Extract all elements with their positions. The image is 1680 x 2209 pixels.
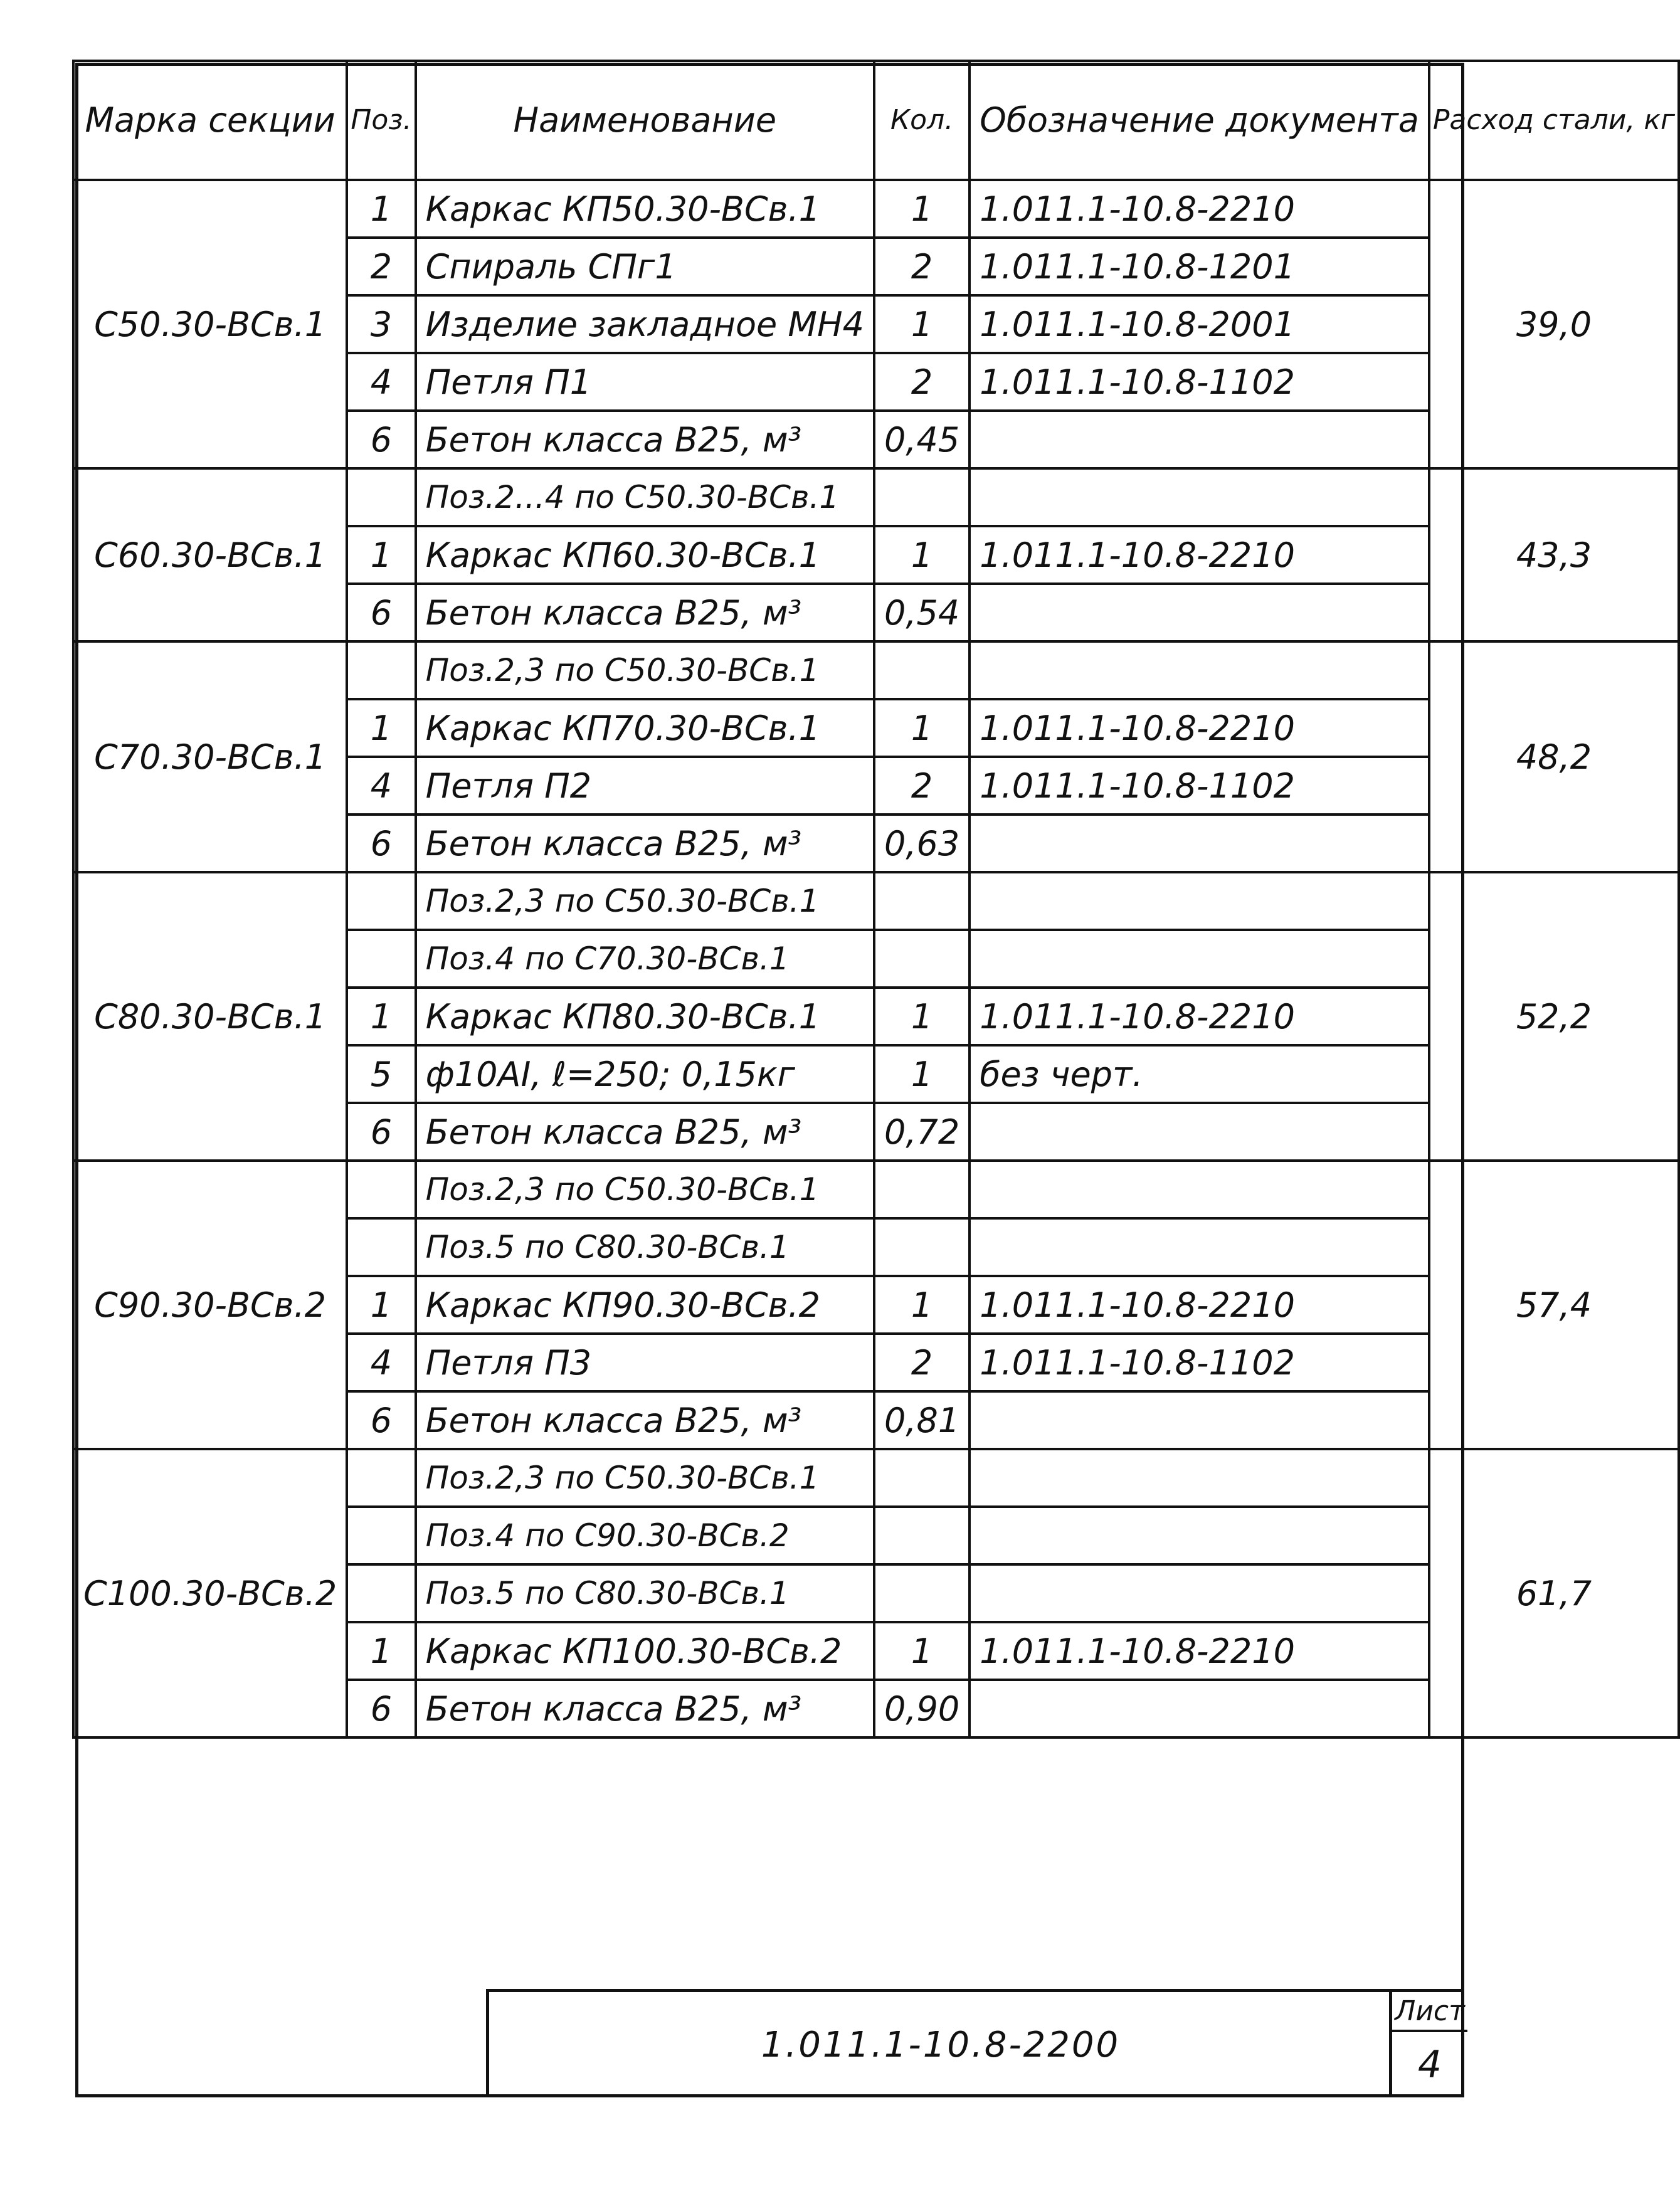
specification-table <box>72 60 1680 1739</box>
quantity-cell: 0,72 <box>874 1103 969 1161</box>
header-qty: Кол. <box>874 61 969 180</box>
section-mark: С70.30-ВСв.1 <box>73 641 347 872</box>
quantity-cell: 1 <box>874 295 969 353</box>
name-cell: Бетон класса В25, м³ <box>416 1391 874 1449</box>
quantity-cell: 1 <box>874 1622 969 1680</box>
name-cell: Каркас КП90.30-ВСв.2 <box>416 1276 874 1334</box>
quantity-cell: 1 <box>874 699 969 757</box>
document-cell: 1.011.1-10.8-1102 <box>969 1334 1429 1391</box>
document-cell: 1.011.1-10.8-2210 <box>969 699 1429 757</box>
quantity-cell: 0,63 <box>874 815 969 872</box>
section-mark: С90.30-ВСв.2 <box>73 1161 347 1449</box>
section-mark: С60.30-ВСв.1 <box>73 468 347 641</box>
name-cell: Поз.4 по С90.30-ВСв.2 <box>416 1507 874 1564</box>
position-cell: 1 <box>347 1276 415 1334</box>
name-cell: Спираль СПг1 <box>416 238 874 295</box>
position-cell: 6 <box>347 1680 415 1737</box>
table-row <box>73 468 1679 526</box>
position-cell <box>347 1507 415 1564</box>
header-doc: Обозначение документа <box>969 61 1429 180</box>
position-cell: 1 <box>347 988 415 1045</box>
header-steel: Расход стали, кг <box>1429 61 1679 180</box>
name-cell: Каркас КП70.30-ВСв.1 <box>416 699 874 757</box>
document-code: 1.011.1-10.8-2200 <box>761 2024 1121 2065</box>
position-cell: 6 <box>347 411 415 468</box>
sheet-box <box>1389 1992 1467 2097</box>
position-cell: 4 <box>347 757 415 815</box>
quantity-cell: 0,54 <box>874 584 969 641</box>
document-cell: 1.011.1-10.8-1102 <box>969 353 1429 411</box>
steel-consumption: 57,4 <box>1429 1161 1679 1449</box>
document-cell <box>969 1391 1429 1449</box>
document-cell <box>969 641 1429 699</box>
name-cell: Поз.2,3 по С50.30-ВСв.1 <box>416 1161 874 1218</box>
position-cell: 5 <box>347 1045 415 1103</box>
document-cell <box>969 1218 1429 1276</box>
title-block <box>486 1989 1464 2097</box>
name-cell: Петля П1 <box>416 353 874 411</box>
name-cell: Поз.2,3 по С50.30-ВСв.1 <box>416 1449 874 1507</box>
document-cell: 1.011.1-10.8-2001 <box>969 295 1429 353</box>
name-cell: Каркас КП80.30-ВСв.1 <box>416 988 874 1045</box>
quantity-cell: 1 <box>874 526 969 584</box>
sheet-number: 4 <box>1417 2043 1442 2087</box>
section-mark: С80.30-ВСв.1 <box>73 872 347 1161</box>
document-cell: 1.011.1-10.8-2210 <box>969 988 1429 1045</box>
name-cell: Каркас КП50.30-ВСв.1 <box>416 180 874 238</box>
name-cell: Петля П3 <box>416 1334 874 1391</box>
table-row <box>73 1161 1679 1218</box>
document-cell: 1.011.1-10.8-2210 <box>969 180 1429 238</box>
document-cell <box>969 1680 1429 1737</box>
name-cell: Поз.2,3 по С50.30-ВСв.1 <box>416 641 874 699</box>
quantity-cell: 0,45 <box>874 411 969 468</box>
quantity-cell: 2 <box>874 238 969 295</box>
quantity-cell: 1 <box>874 1276 969 1334</box>
quantity-cell <box>874 930 969 988</box>
name-cell: Бетон класса В25, м³ <box>416 815 874 872</box>
quantity-cell: 1 <box>874 988 969 1045</box>
position-cell: 4 <box>347 1334 415 1391</box>
document-cell <box>969 872 1429 930</box>
name-cell: Бетон класса В25, м³ <box>416 1103 874 1161</box>
quantity-cell <box>874 1449 969 1507</box>
name-cell: Каркас КП60.30-ВСв.1 <box>416 526 874 584</box>
section-mark: С100.30-ВСв.2 <box>73 1449 347 1737</box>
document-cell <box>969 411 1429 468</box>
position-cell: 3 <box>347 295 415 353</box>
header-pos: Поз. <box>347 61 415 180</box>
name-cell: Каркас КП100.30-ВСв.2 <box>416 1622 874 1680</box>
section-mark: С50.30-ВСв.1 <box>73 180 347 468</box>
position-cell: 1 <box>347 1622 415 1680</box>
steel-consumption: 52,2 <box>1429 872 1679 1161</box>
document-cell <box>969 930 1429 988</box>
quantity-cell: 2 <box>874 757 969 815</box>
table-body <box>73 180 1679 1737</box>
position-cell: 1 <box>347 699 415 757</box>
position-cell <box>347 641 415 699</box>
name-cell: Изделие закладное МН4 <box>416 295 874 353</box>
position-cell <box>347 1564 415 1622</box>
name-cell: Бетон класса В25, м³ <box>416 584 874 641</box>
document-cell <box>969 1449 1429 1507</box>
position-cell: 6 <box>347 1103 415 1161</box>
document-cell <box>969 584 1429 641</box>
name-cell: Поз.5 по С80.30-ВСв.1 <box>416 1218 874 1276</box>
name-cell: Поз.2...4 по С50.30-ВСв.1 <box>416 468 874 526</box>
position-cell <box>347 1218 415 1276</box>
steel-consumption: 61,7 <box>1429 1449 1679 1737</box>
table-row <box>73 872 1679 930</box>
table-row <box>73 641 1679 699</box>
quantity-cell <box>874 468 969 526</box>
position-cell: 1 <box>347 180 415 238</box>
name-cell: Петля П2 <box>416 757 874 815</box>
steel-consumption: 48,2 <box>1429 641 1679 872</box>
position-cell <box>347 468 415 526</box>
position-cell <box>347 930 415 988</box>
document-cell <box>969 1161 1429 1218</box>
document-cell <box>969 1103 1429 1161</box>
document-cell: 1.011.1-10.8-1102 <box>969 757 1429 815</box>
position-cell <box>347 872 415 930</box>
quantity-cell: 2 <box>874 1334 969 1391</box>
quantity-cell: 0,81 <box>874 1391 969 1449</box>
table-header-row <box>73 61 1679 180</box>
quantity-cell <box>874 1161 969 1218</box>
document-cell <box>969 468 1429 526</box>
name-cell: Поз.2,3 по С50.30-ВСв.1 <box>416 872 874 930</box>
header-name: Наименование <box>416 61 874 180</box>
name-cell: Бетон класса В25, м³ <box>416 411 874 468</box>
position-cell: 6 <box>347 1391 415 1449</box>
quantity-cell <box>874 641 969 699</box>
position-cell: 6 <box>347 815 415 872</box>
document-cell <box>969 1564 1429 1622</box>
name-cell: Поз.5 по С80.30-ВСв.1 <box>416 1564 874 1622</box>
document-cell: 1.011.1-10.8-2210 <box>969 1276 1429 1334</box>
quantity-cell: 1 <box>874 180 969 238</box>
table-row <box>73 1449 1679 1507</box>
document-cell: 1.011.1-10.8-2210 <box>969 526 1429 584</box>
document-cell: 1.011.1-10.8-1201 <box>969 238 1429 295</box>
document-cell: 1.011.1-10.8-2210 <box>969 1622 1429 1680</box>
position-cell: 4 <box>347 353 415 411</box>
quantity-cell: 0,90 <box>874 1680 969 1737</box>
quantity-cell <box>874 872 969 930</box>
quantity-cell <box>874 1218 969 1276</box>
table-row <box>73 180 1679 238</box>
name-cell: Бетон класса В25, м³ <box>416 1680 874 1737</box>
position-cell: 2 <box>347 238 415 295</box>
position-cell <box>347 1449 415 1507</box>
document-cell: без черт. <box>969 1045 1429 1103</box>
steel-consumption: 39,0 <box>1429 180 1679 468</box>
sheet-label: Лист <box>1392 1992 1467 2032</box>
position-cell: 6 <box>347 584 415 641</box>
quantity-cell: 1 <box>874 1045 969 1103</box>
name-cell: ф10АI, ℓ=250; 0,15кг <box>416 1045 874 1103</box>
quantity-cell <box>874 1507 969 1564</box>
quantity-cell: 2 <box>874 353 969 411</box>
name-cell: Поз.4 по С70.30-ВСв.1 <box>416 930 874 988</box>
document-cell <box>969 815 1429 872</box>
header-mark: Марка секции <box>73 61 347 180</box>
position-cell <box>347 1161 415 1218</box>
position-cell: 1 <box>347 526 415 584</box>
document-cell <box>969 1507 1429 1564</box>
quantity-cell <box>874 1564 969 1622</box>
steel-consumption: 43,3 <box>1429 468 1679 641</box>
